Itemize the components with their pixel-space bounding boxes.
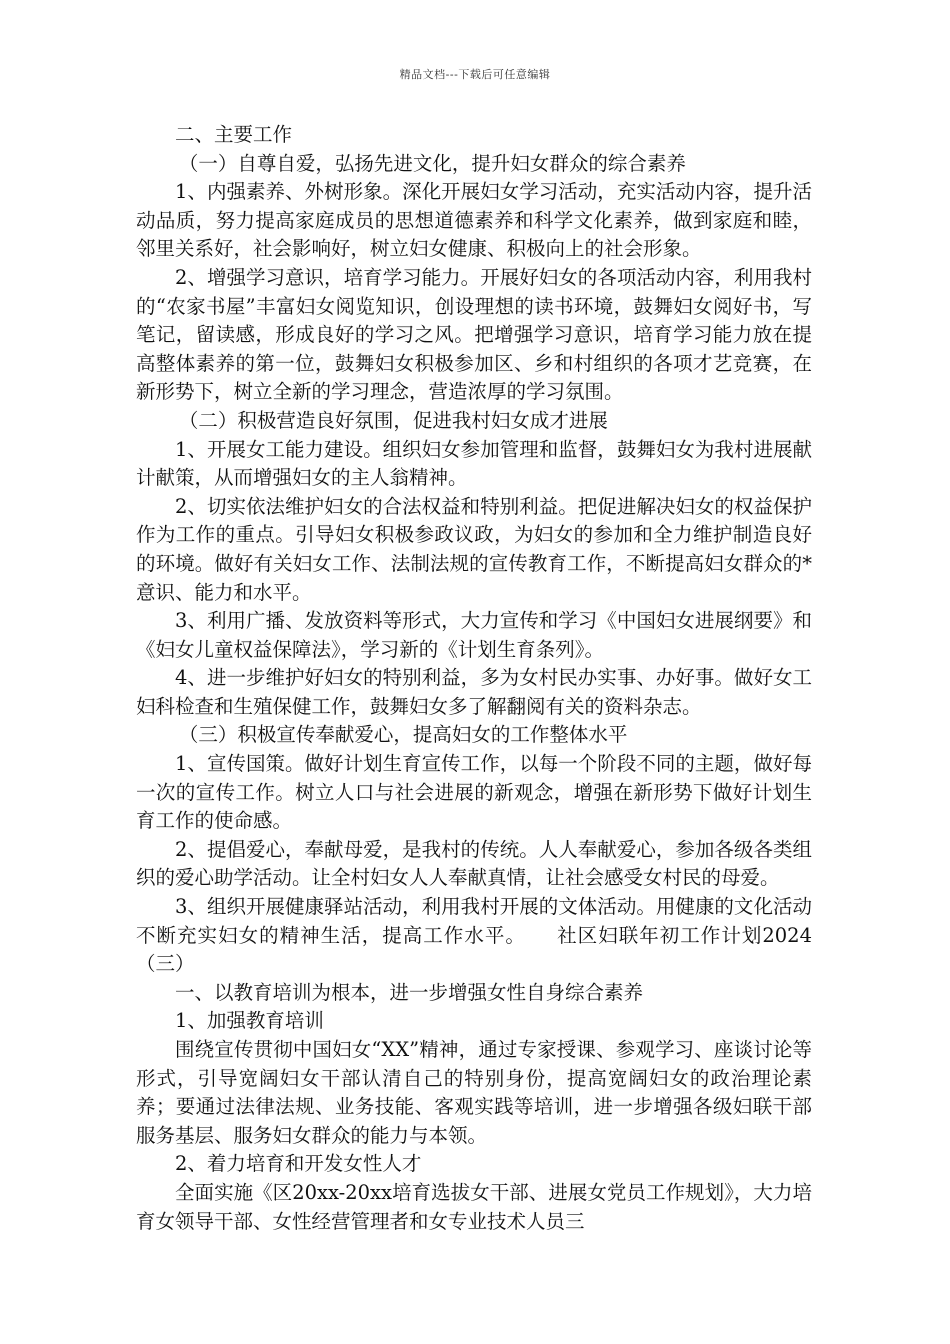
document-body xyxy=(136,121,812,1236)
subsection-heading: （一）自尊自爱，弘扬先进文化，提升妇女群众的综合素养 xyxy=(178,151,686,175)
body-paragraph: 3、组织开展健康驿站活动，利用我村开展的文体活动。用健康的文化活动不断充实妇女的精神生活，提高工作水平。 社区妇联年初工作计划2024（三） xyxy=(136,895,812,976)
body-paragraph: 2、切实依法维护妇女的合法权益和特别利益。把促进解决妇女的权益保护作为工作的重点。引导妇女积极参政议政，为妇女的参加和全力维护制造良好的环境。做好有关妇女工作、法制法规的宣传教育工作，不断提高妇女群众的*意识、能力和水平。 xyxy=(136,494,812,604)
subsection-heading: （三）积极宣传奉献爱心，提高妇女的工作整体水平 xyxy=(178,723,628,747)
subsection-heading: 2、着力培育和开发女性人才 xyxy=(175,1152,422,1176)
subsection-heading: （二）积极营造良好氛围，促进我村妇女成才进展 xyxy=(178,408,608,432)
body-paragraph: 1、宣传国策。做好计划生育宣传工作，以每一个阶段不同的主题，做好每一次的宣传工作。树立人口与社会进展的新观念，增强在新形势下做好计划生育工作的使命感。 xyxy=(136,752,812,833)
section-heading: 二、主要工作 xyxy=(175,123,293,146)
body-paragraph: 3、利用广播、发放资料等形式，大力宣传和学习《中国妇女进展纲要》和《妇女儿童权益保障法》，学习新的《计划生育条列》。 xyxy=(136,609,812,661)
body-paragraph: 围绕宣传贯彻中国妇女“XX”精神，通过专家授课、参观学习、座谈讨论等形式，引导宽阔妇女干部认清自己的特别身份，提高宽阔妇女的政治理论素养；要通过法律法规、业务技能、客观实践等培训，进一步增强各级妇联干部服务基层、服务妇女群众的能力与本领。 xyxy=(136,1038,812,1147)
subsection-heading: 1、加强教育培训 xyxy=(175,1009,324,1033)
body-paragraph: 全面实施《区20xx-20xx培育选拔女干部、进展女党员工作规划》，大力培育女领导干部、女性经营管理者和女专业技术人员三 xyxy=(136,1180,812,1233)
body-paragraph: 2、增强学习意识，培育学习能力。开展好妇女的各项活动内容，利用我村的“农家书屋”丰富妇女阅览知识，创设理想的读书环境，鼓舞妇女阅好书，写笔记，留读感，形成良好的学习之风。把增强学习意识，培育学习能力放在提高整体素养的第一位，鼓舞妇女积极参加区、乡和村组织的各项才艺竞赛，在新形势下，树立全新的学习理念，营造浓厚的学习氛围。 xyxy=(136,265,812,404)
body-paragraph: 1、内强素养、外树形象。深化开展妇女学习活动，充实活动内容，提升活动品质，努力提高家庭成员的思想道德素养和科学文化素养，做到家庭和睦，邻里关系好，社会影响好，树立妇女健康、积极向上的社会形象。 xyxy=(136,180,812,261)
page-header: 精品文档---下载后可任意编辑 xyxy=(399,68,551,81)
section-heading: 一、以教育培训为根本，进一步增强女性自身综合素养 xyxy=(175,980,644,1004)
body-paragraph: 4、进一步维护好妇女的特别利益，多为女村民办实事、办好事。做好女工妇科检查和生殖保健工作，鼓舞妇女多了解翻阅有关的资料杂志。 xyxy=(136,666,812,718)
body-paragraph: 2、提倡爱心，奉献母爱，是我村的传统。人人奉献爱心，参加各级各类组织的爱心助学活动。让全村妇女人人奉献真情，让社会感受女村民的母爱。 xyxy=(136,837,812,890)
body-paragraph: 1、开展女工能力建设。组织妇女参加管理和监督，鼓舞妇女为我村进展献计献策，从而增强妇女的主人翁精神。 xyxy=(136,437,812,490)
